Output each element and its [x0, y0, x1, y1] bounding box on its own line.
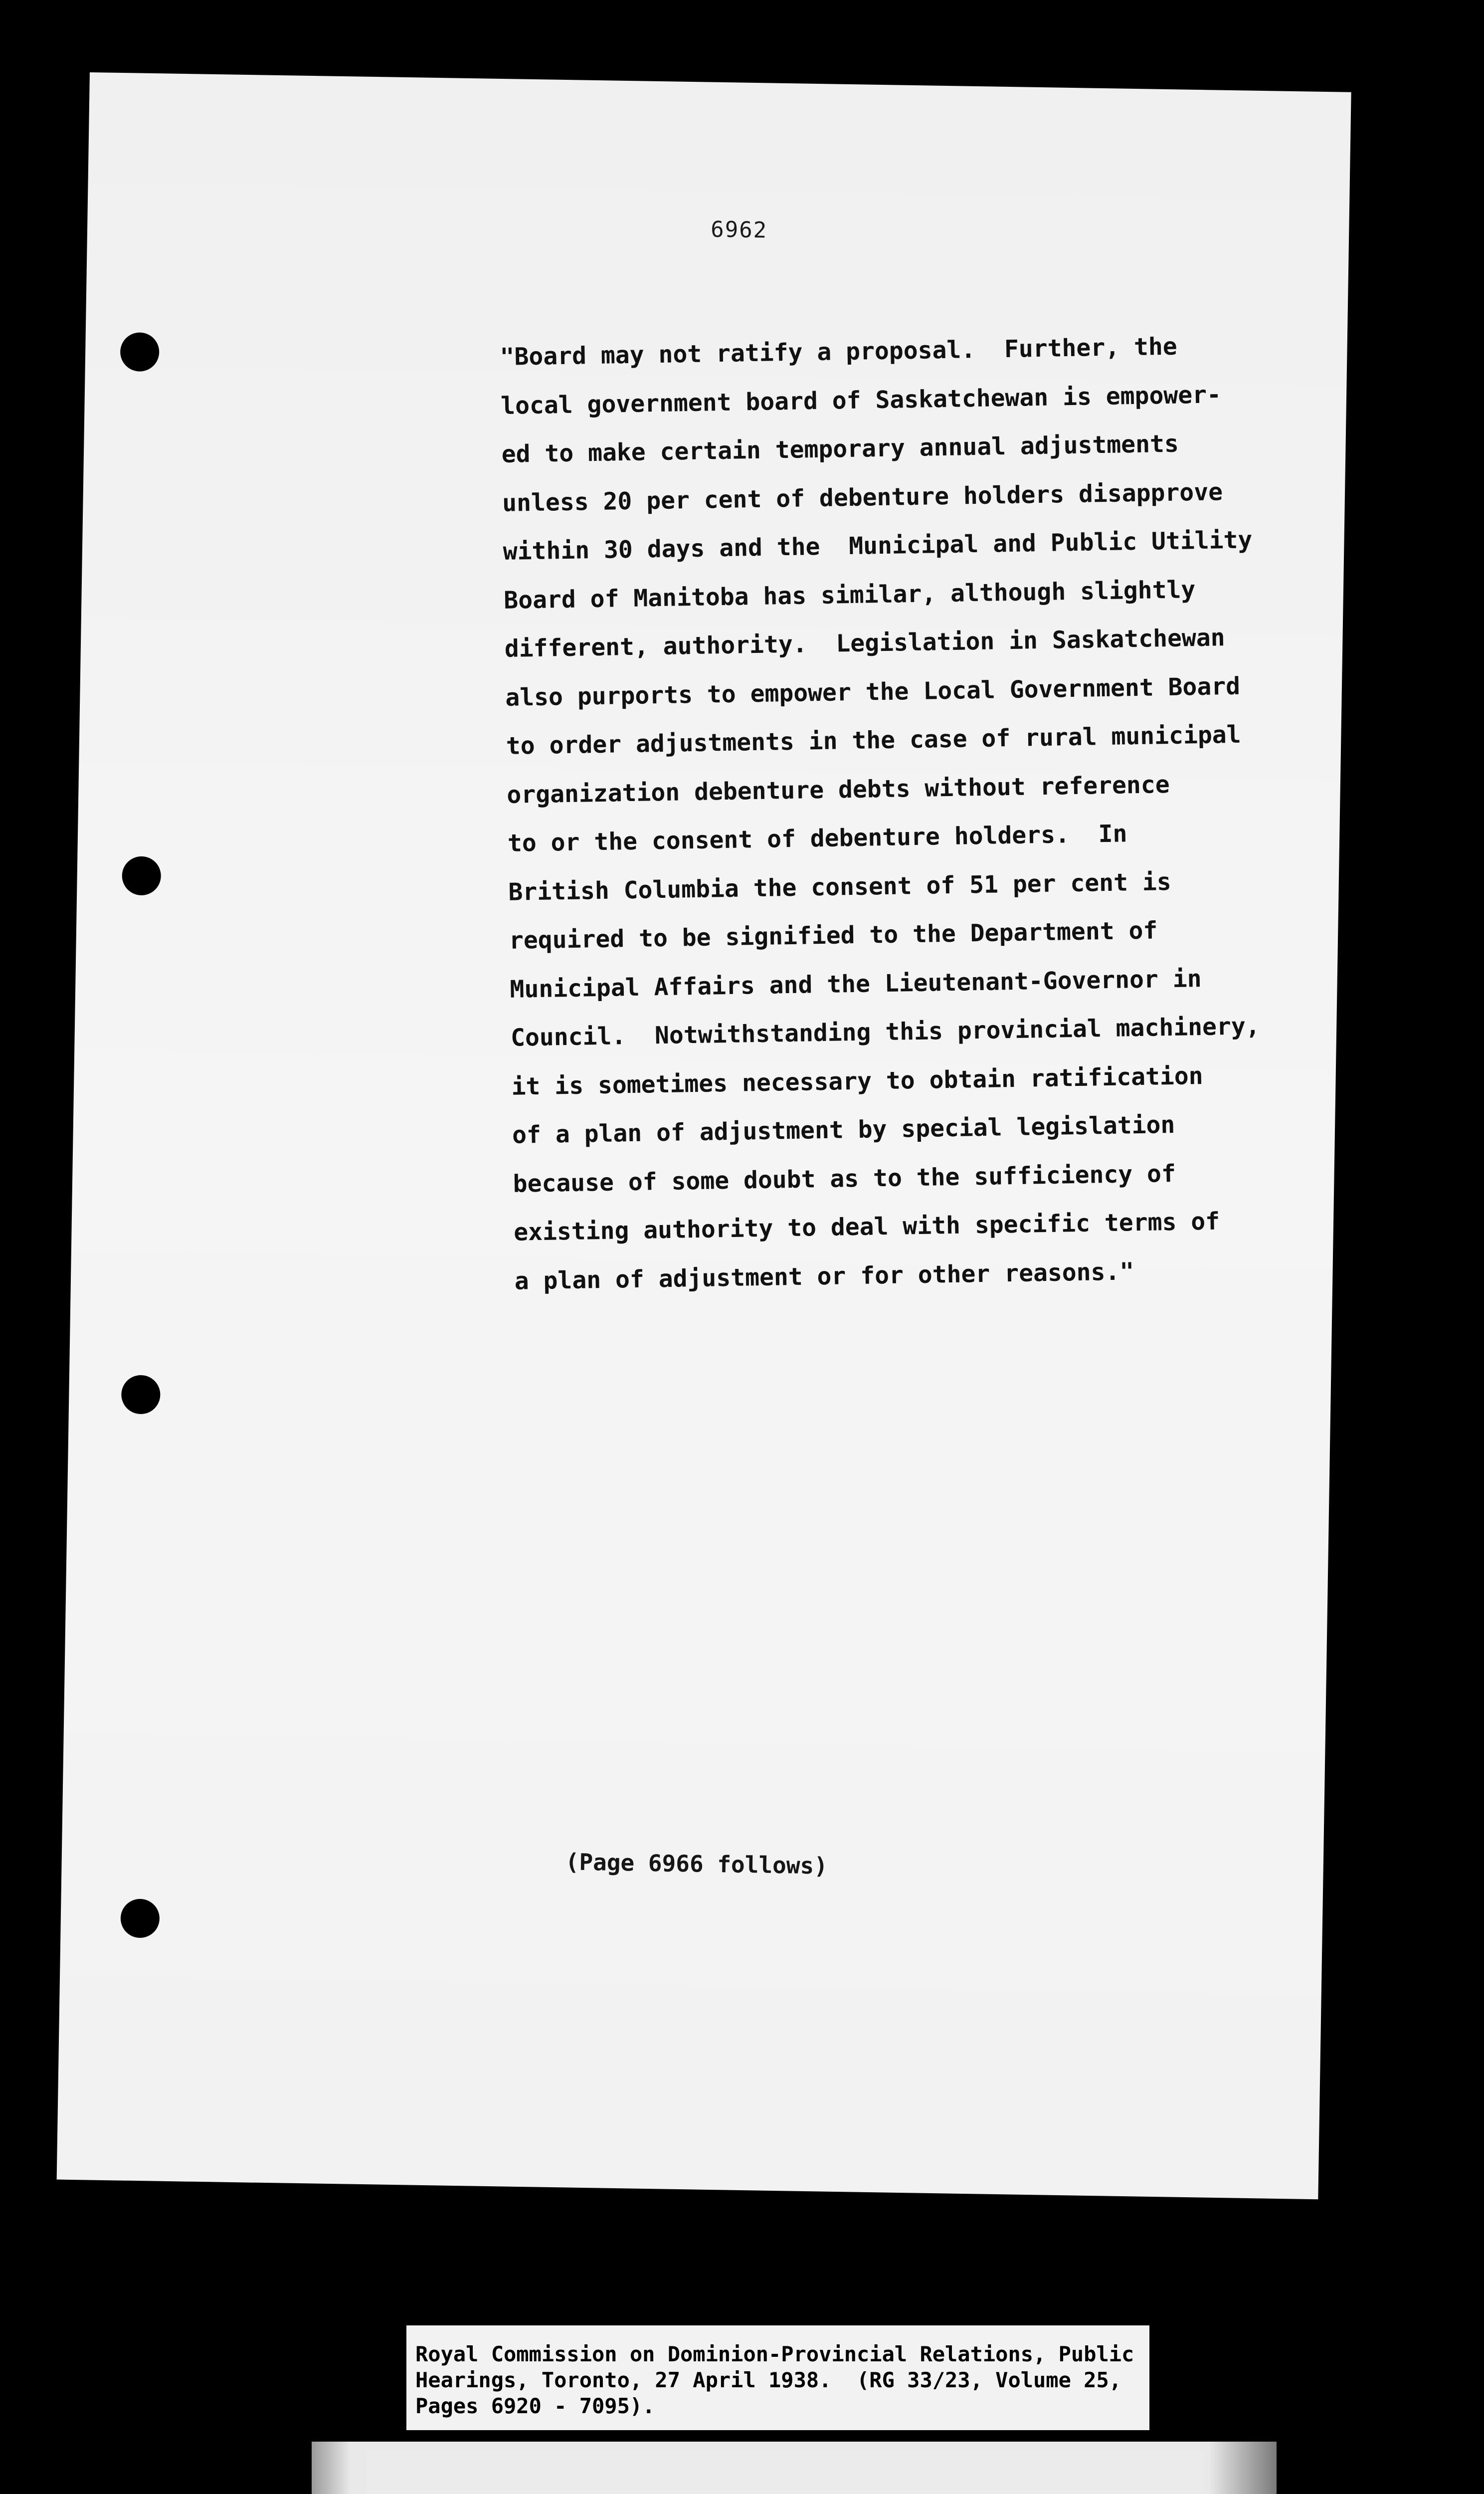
body-text-line: within 30 days and the Municipal and Public Utility: [503, 526, 1253, 566]
body-text-line: local government board of Saskatchewan is empower-: [500, 380, 1222, 420]
body-text-line: Municipal Affairs and the Lieutenant-Governor in: [510, 964, 1202, 1004]
body-text-line: ed to make certain temporary annual adjustments: [501, 429, 1179, 468]
document-page: [57, 72, 1351, 2199]
page-follows-note: (Page 6966 follows): [565, 1848, 828, 1879]
quoted-passage: [500, 320, 1337, 1306]
body-text-line: because of some doubt as to the sufficiency of: [513, 1159, 1176, 1198]
page-number: 6962: [710, 216, 768, 243]
body-text-line: unless 20 per cent of debenture holders disapprove: [502, 477, 1223, 517]
body-text-line: Council. Notwithstanding this provincial machinery,: [510, 1012, 1261, 1052]
body-text-line: "Board may not ratify a proposal. Further, the: [500, 332, 1178, 371]
body-text-line: required to be signified to the Department of: [509, 916, 1158, 955]
body-text-line: Board of Manitoba has similar, although slightly: [503, 575, 1196, 615]
body-text-line: organization debenture debts without reference: [506, 770, 1170, 809]
body-text-line: existing authority to deal with specific terms of: [513, 1207, 1220, 1247]
body-text-line: of a plan of adjustment by special legislation: [512, 1110, 1175, 1149]
body-text-line: to or the consent of debenture holders. In: [507, 820, 1127, 857]
punch-hole: [121, 1375, 161, 1414]
punch-hole: [120, 332, 160, 372]
body-text-line: British Columbia the consent of 51 per cent is: [508, 867, 1172, 906]
caption-line: Hearings, Toronto, 27 April 1938. (RG 33/23, Volume 25,: [415, 2368, 1122, 2392]
caption-line: Royal Commission on Dominion-Provincial Relations, Public: [415, 2342, 1134, 2366]
archive-caption: [406, 2325, 1149, 2430]
punch-hole: [122, 856, 161, 895]
body-text-line: it is sometimes necessary to obtain ratification: [511, 1061, 1204, 1101]
body-text-line: a plan of adjustment or for other reasons.": [514, 1257, 1134, 1295]
archives-stamp: [367, 2450, 1204, 2494]
caption-line: Pages 6920 - 7095).: [415, 2394, 655, 2418]
body-text-line: also purports to empower the Local Government Board: [505, 672, 1241, 712]
body-text-line: different, authority. Legislation in Saskatchewan: [504, 624, 1226, 663]
body-text-line: to order adjustments in the case of rural municipal: [506, 720, 1241, 760]
punch-hole: [120, 1898, 160, 1938]
